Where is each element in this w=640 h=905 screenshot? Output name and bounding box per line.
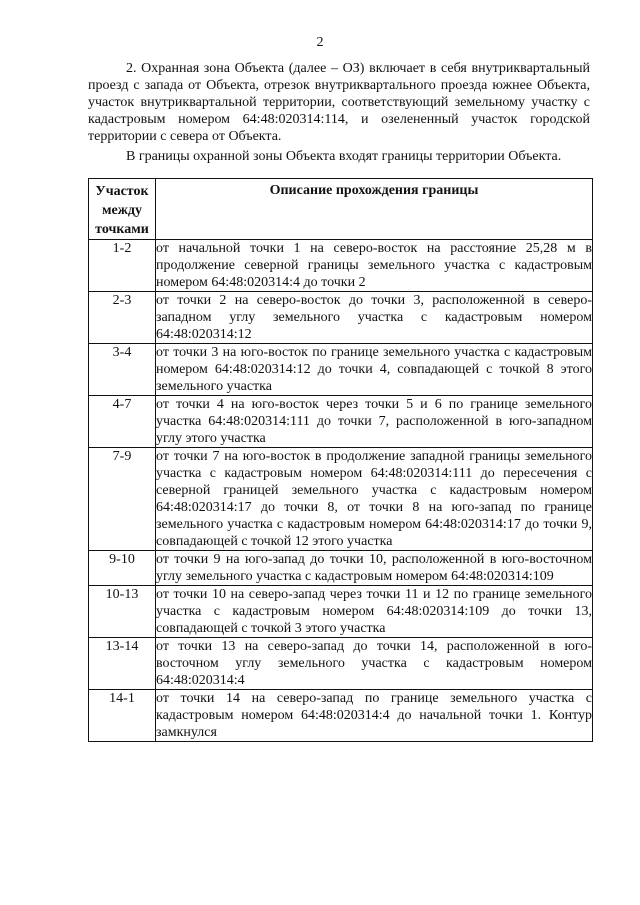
segment-cell: 14-1 [89, 690, 156, 742]
header-segment: Участок между точками [89, 179, 156, 240]
description-cell: от точки 9 на юго-запад до точки 10, расположенной в юго-восточном углу земельного участка с кадастровым номером 64:48:020314:109 [156, 552, 592, 584]
segment-cell: 10-13 [89, 586, 156, 638]
table-row [89, 240, 593, 292]
segment-cell: 3-4 [89, 344, 156, 396]
table-header-row [89, 179, 593, 240]
table-row [89, 396, 593, 448]
description-cell: от точки 2 на северо-восток до точки 3, расположенной в северо-западном углу земельного участка с кадастровым номером 64:48:020314:12 [156, 293, 592, 342]
description-cell: от точки 3 на юго-восток по границе земельного участка с кадастровым номером 64:48:020314:12 до точки 4, совпадающей с точкой 8 этого земельного участка [156, 345, 592, 394]
description-cell: от точки 10 на северо-запад через точки 11 и 12 по границе земельного участка с кадастровым номером 64:48:020314:109 до точки 13, совпадающей с точкой 3 этого участка [156, 587, 592, 636]
description-cell: от точки 14 на северо-запад по границе земельного участка с кадастровым номером 64:48:020314:4 до начальной точки 1. Контур замкнулся [156, 691, 592, 740]
table-row [89, 586, 593, 638]
segment-cell: 9-10 [89, 551, 156, 586]
table-row [89, 344, 593, 396]
paragraph-zone-boundaries: В границы охранной зоны Объекта входят границы территории Объекта. [126, 149, 562, 164]
segment-cell: 4-7 [89, 396, 156, 448]
table-row [89, 292, 593, 344]
description-cell: от точки 4 на юго-восток через точки 5 и 6 по границе земельного участка 64:48:020314:111 до точки 7, расположенной в юго-западном углу этого участка [156, 397, 592, 446]
segment-cell: 7-9 [89, 448, 156, 551]
table-row [89, 551, 593, 586]
segment-cell: 2-3 [89, 292, 156, 344]
table-row [89, 690, 593, 742]
segment-cell: 13-14 [89, 638, 156, 690]
table-row [89, 448, 593, 551]
description-cell: от точки 7 на юго-восток в продолжение западной границы земельного участка с кадастровым номером 64:48:020314:111 до пересечения с северной границей земельного участка с кадастровым номером 64:48:020314:17 до точки 8, от точки 8 на юго-запад по границе земельного участка с кадастровым номером 64:48:020314:17 до точки 9, совпадающей с точкой 12 этого участка [156, 449, 592, 549]
header-description: Описание прохождения границы [156, 179, 593, 240]
table-row [89, 638, 593, 690]
segment-cell: 1-2 [89, 240, 156, 292]
description-cell: от точки 13 на северо-запад до точки 14, расположенной в юго-восточном углу земельного участка с кадастровым номером 64:48:020314:4 [156, 639, 592, 688]
paragraph-protection-zone: 2. Охранная зона Объекта (далее – ОЗ) включает в себя внутриквартальный проезд с запада от Объекта, отрезок внутриквартального проезда южнее Объекта, участок внутриквартальной территории, соответствующий земельному участку с кадастровым номером 64:48:020314:114, и озелененный участок городской территории с севера от Объекта. [88, 61, 590, 144]
boundary-table [88, 178, 593, 742]
page-number: 2 [316, 35, 324, 50]
description-cell: от начальной точки 1 на северо-восток на расстояние 25,28 м в продолжение северной границы земельного участка с кадастровым номером 64:48:020314:4 до точки 2 [156, 241, 592, 290]
